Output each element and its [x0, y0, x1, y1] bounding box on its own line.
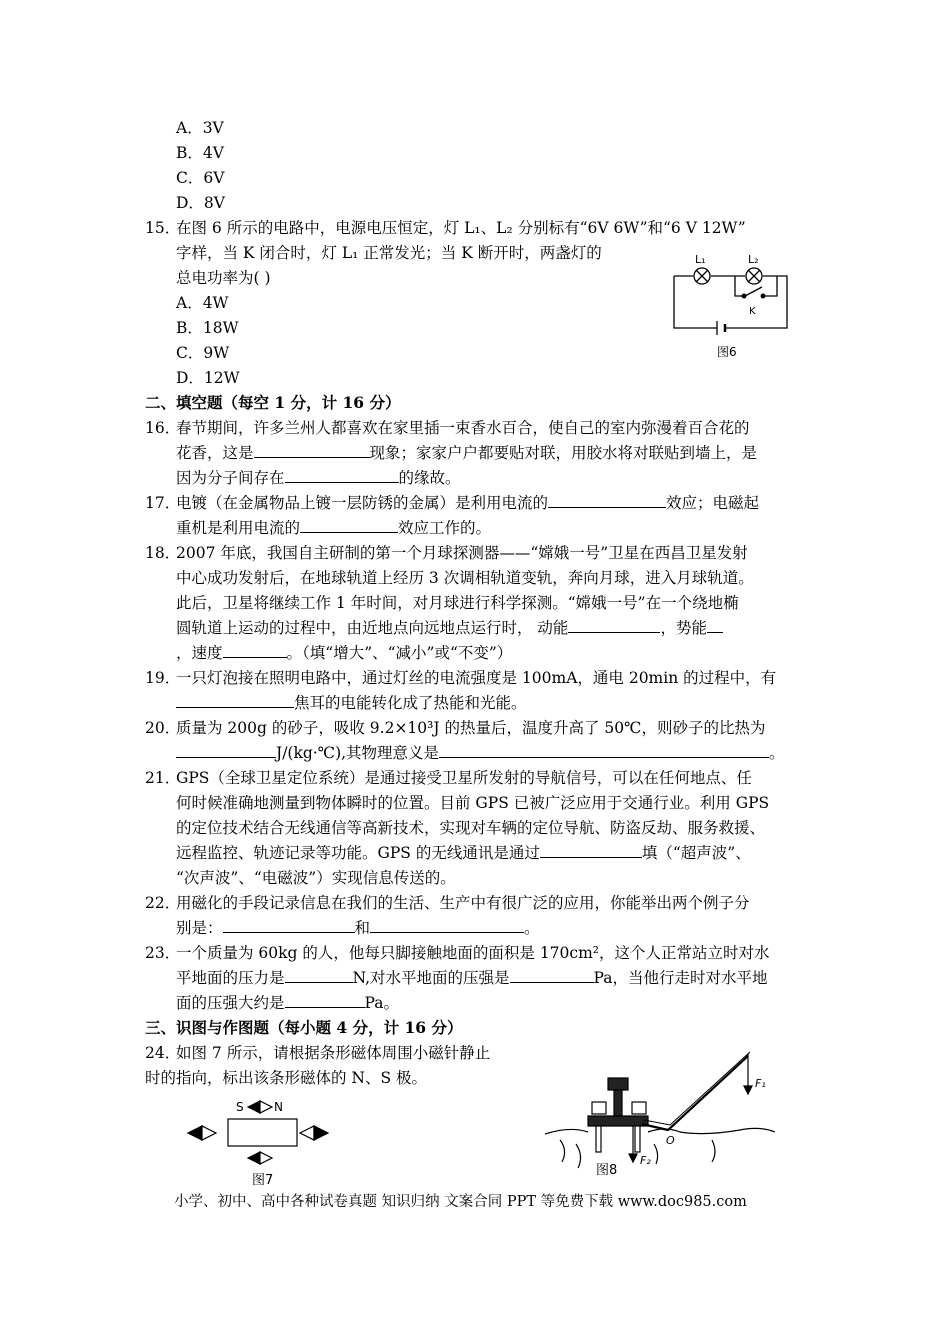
q23-text-a: 平地面的压力是 [176, 969, 285, 987]
rail-web [614, 1090, 622, 1116]
bottom-compass-needle-left [248, 1152, 260, 1164]
q18-text-d: 。（填“增大”、“减小”或“不变”） [286, 644, 513, 662]
q21-text-b: 填（“超声波”、 [641, 844, 751, 862]
q18-line1: 2007 年底，我国自主研制的第一个月球探测器——“嫦娥一号”卫星在西昌卫星发射 [176, 544, 748, 562]
q23-line1: 一个质量为 60kg 的人，他每只脚接触地面的面积是 170cm²，这个人正常站立时对水 [176, 944, 770, 962]
q17-line1 [176, 493, 759, 513]
q18-text-c: ，速度 [176, 644, 223, 662]
q21-blank[interactable] [540, 843, 642, 858]
q22-number: 22． [145, 894, 181, 912]
top-compass-needle-left [248, 1101, 260, 1113]
bottom-compass-needle-right [260, 1152, 272, 1164]
q21-line2: 何时候准确地测量到物体瞬时的位置。目前 GPS 已被广泛应用于交通行业。利用 GPS [176, 794, 770, 812]
label-n: N [274, 1100, 283, 1114]
figure-7-caption: 图7 [252, 1173, 274, 1188]
q22-line2 [176, 918, 540, 938]
q22-text-c: 。 [524, 919, 540, 937]
q17-text-b: 效应；电磁起 [666, 494, 760, 512]
switch-wires [735, 276, 777, 296]
q20-text-b: 。 [769, 744, 785, 762]
figure-8-lever [540, 1040, 780, 1190]
q23-blank-walking[interactable] [285, 993, 365, 1008]
q18-number: 18． [145, 544, 181, 562]
rail-head [608, 1078, 628, 1090]
q17-line2 [176, 518, 491, 538]
switch-k [745, 287, 762, 296]
q16-line2 [176, 443, 757, 463]
q16-blank-1[interactable] [254, 443, 370, 458]
q15-number: 15． [145, 219, 181, 237]
q16-line1: 春节期间，许多兰州人都喜欢在家里插一束香水百合，使自己的室内弥漫着百合花的 [176, 419, 750, 437]
q21-line4 [176, 843, 751, 863]
q15-option-a: A．4W [176, 294, 229, 312]
q19-text: 焦耳的电能转化成了热能和光能。 [294, 694, 527, 712]
q18-blank-kinetic[interactable] [568, 618, 660, 633]
q21-line1: GPS（全球卫星定位系统）是通过接受卫星所发射的导航信号，可以在任何地点、任 [176, 769, 752, 787]
q18-text-b: ，势能 [660, 619, 707, 637]
left-compass-needle-right [202, 1126, 216, 1140]
q15-line1: 在图 6 所示的电路中，电源电压恒定，灯 L₁、L₂ 分别标有“6V 6W”和“6 V 12W” [176, 219, 746, 237]
q24-line1: 如图 7 所示，请根据条形磁体周围小磁针静止 [176, 1044, 491, 1062]
circuit-wires [674, 276, 787, 328]
q24-line2: 时的指向，标出该条形磁体的 N、S 极。 [145, 1069, 428, 1087]
q23-text-d: 面的压强大约是 [176, 994, 285, 1012]
q16-text-c: 因为分子间存在 [176, 469, 285, 487]
q18-blank-potential[interactable] [707, 618, 723, 633]
left-compass-needle-left [188, 1126, 202, 1140]
figure-8-caption: 图8 [596, 1163, 618, 1178]
right-compass-needle-right [314, 1126, 328, 1140]
q16-line3 [176, 468, 461, 488]
label-o: O [666, 1134, 675, 1147]
rail-clip-left [592, 1102, 606, 1114]
q15-option-c: C．9W [176, 344, 230, 362]
q23-text-c: Pa，当他行走时对水平地 [593, 969, 768, 987]
label-f1: F₁ [755, 1077, 766, 1090]
q20-line2 [176, 743, 785, 763]
q21-line5: “次声波”、“电磁波”）实现信息传送的。 [176, 869, 456, 887]
q20-line1: 质量为 200g 的砂子，吸收 9.2×10³J 的热量后，温度升高了 50℃，则砂子的比热为 [176, 719, 766, 737]
label-l2: L₂ [748, 253, 759, 266]
right-compass-needle-left [300, 1126, 314, 1140]
lever-arm [642, 1056, 748, 1130]
force-f1-arrowhead [744, 1086, 752, 1094]
q19-blank[interactable] [176, 693, 294, 708]
label-s: S [236, 1100, 244, 1114]
q19-line2 [176, 693, 527, 713]
q18-text-a: 圆轨道上运动的过程中，由近地点向远地点运行时， 动能 [176, 619, 569, 637]
q21-number: 21． [145, 769, 181, 787]
q22-line1: 用磁化的手段记录信息在我们的生活、生产中有很广泛的应用，你能举出两个例子分 [176, 894, 750, 912]
q15-option-d: D．12W [176, 369, 240, 387]
q23-line2 [176, 968, 768, 988]
q14-option-c: C．6V [176, 169, 225, 187]
q21-line3: 的定位技术结合无线通信等高新技术，实现对车辆的定位导航、防盗反劫、服务救援、 [176, 819, 766, 837]
rail-clip-right [632, 1102, 646, 1114]
q18-line2: 中心成功发射后，在地球轨道上经历 3 次调相轨道变轨，奔向月球，进入月球轨道。 [176, 569, 754, 587]
label-k: K [749, 306, 756, 317]
q20-blank-2[interactable] [439, 743, 769, 758]
q18-line3: 此后，卫星将继续工作 1 年时间，对月球进行科学探测。“嫦娥一号”在一个绕地椭 [176, 594, 739, 612]
q22-text-b: 和 [354, 919, 371, 937]
q20-number: 20． [145, 719, 181, 737]
section-3-title: 三、识图与作图题（每小题 4 分，计 16 分） [145, 1018, 463, 1037]
q16-blank-2[interactable] [285, 468, 399, 483]
figure-6-caption: 图6 [717, 345, 737, 359]
q20-blank-1[interactable] [176, 743, 276, 758]
q14-option-b: B．4V [176, 144, 224, 162]
force-f2-arrowhead [629, 1154, 637, 1162]
q16-number: 16． [145, 419, 181, 437]
q17-text-c: 重机是利用电流的 [176, 519, 301, 537]
footer-text: 小学、初中、高中各种试卷真题 知识归纳 文案合同 PPT 等免费下载 www.doc985.com [174, 1194, 747, 1210]
bolt-left [596, 1126, 601, 1152]
q23-line3 [176, 993, 399, 1013]
q23-number: 23． [145, 944, 181, 962]
figure-7-magnet [180, 1094, 330, 1188]
q14-option-a: A．3V [176, 119, 224, 137]
rail-base [588, 1116, 648, 1126]
q19-number: 19． [145, 669, 181, 687]
label-f2: F₂ [640, 1154, 651, 1167]
bolt-right [635, 1126, 640, 1152]
q23-text-b: N,对水平地面的压强是 [352, 969, 510, 987]
q17-text-a: 电镀（在金属物品上镀一层防锈的金属）是利用电流的 [176, 494, 549, 512]
q18-line5 [176, 643, 512, 663]
q23-blank-force[interactable] [285, 968, 353, 983]
q22-blank-1[interactable] [223, 918, 355, 933]
q14-option-d: D．8V [176, 194, 225, 212]
q23-text-e: Pa。 [364, 994, 399, 1012]
q16-text-d: 的缘故。 [398, 469, 461, 487]
q17-blank-1[interactable] [548, 493, 666, 508]
figure-6-circuit [665, 248, 795, 363]
label-l1: L₁ [695, 253, 706, 266]
q18-blank-speed[interactable] [223, 643, 287, 658]
q23-blank-pressure[interactable] [510, 968, 594, 983]
section-2-title: 二、填空题（每空 1 分，计 16 分） [145, 393, 401, 412]
top-compass-needle-right [260, 1101, 272, 1113]
q22-text-a: 别是： [176, 919, 223, 937]
bar-magnet [228, 1119, 297, 1146]
q15-line3: 总电功率为( ) [176, 269, 271, 287]
q17-number: 17． [145, 494, 181, 512]
q16-text-a: 花香，这是 [176, 444, 254, 462]
q15-line2: 字样，当 K 闭合时，灯 L₁ 正常发光；当 K 断开时，两盏灯的 [176, 244, 602, 262]
q17-blank-2[interactable] [300, 518, 398, 533]
q24-number: 24． [145, 1044, 181, 1062]
q20-text-a: J/(kg·℃),其物理意义是 [276, 744, 440, 762]
q17-text-d: 效应工作的。 [398, 519, 492, 537]
q16-text-b: 现象；家家户户都要贴对联，用胶水将对联贴到墙上，是 [369, 444, 758, 462]
q18-line4 [176, 618, 723, 638]
q15-option-b: B．18W [176, 319, 239, 337]
q22-blank-2[interactable] [370, 918, 524, 933]
q19-line1: 一只灯泡接在照明电路中，通过灯丝的电流强度是 100mA，通电 20min 的过程中，有 [176, 669, 777, 687]
lever-arm-edge [644, 1052, 750, 1125]
q21-text-a: 远程监控、轨迹记录等功能。GPS 的无线通讯是通过 [176, 844, 540, 862]
